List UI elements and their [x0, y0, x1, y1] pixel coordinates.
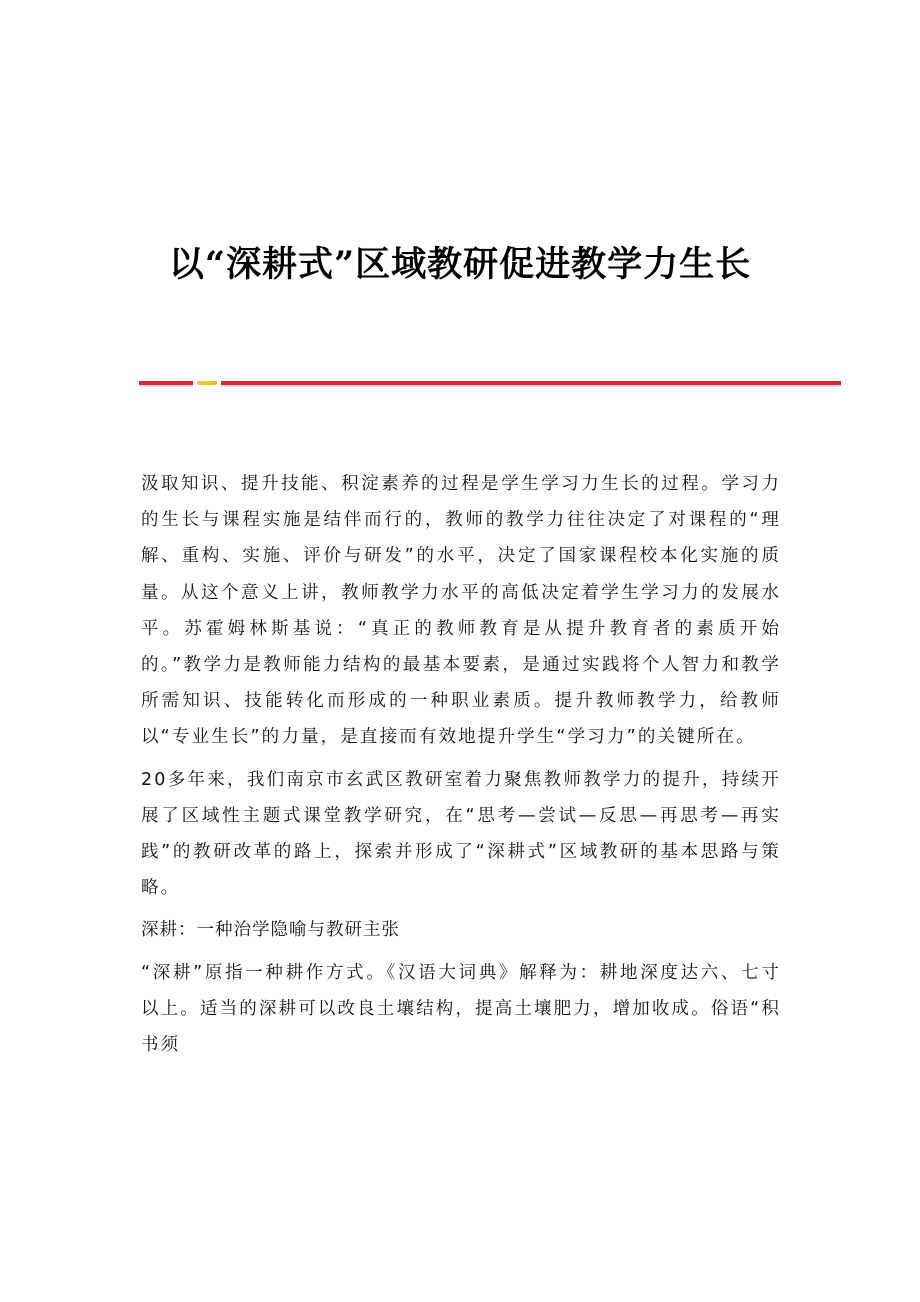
- section-heading: 深耕：一种治学隐喻与教研主张: [141, 920, 400, 941]
- title-divider: [139, 381, 841, 387]
- divider-right-shadow: [221, 385, 841, 387]
- paragraph: “深耕”原指一种耕作方式。《汉语大词典》解释为：耕地深度达六、七寸以上。适当的深耕可以改良土壤结构，提高土壤肥力，增加收成。俗语“积书须: [141, 962, 782, 1056]
- document-title: 以“深耕式”区域教研促进教学力生长: [168, 244, 752, 286]
- paragraph: 20多年来，我们南京市玄武区教研室着力聚焦教师教学力的提升，持续开展了区域性主题式课堂教学研究，在“思考—尝试—反思—再思考—再实践”的教研改革的路上，探索并形成了“深耕式”区域教研的基本思路与策略。: [141, 769, 781, 899]
- divider-ornament-icon: [197, 381, 217, 385]
- paragraph: 汲取知识、提升技能、积淀素养的过程是学生学习力生长的过程。学习力的生长与课程实施是结伴而行的，教师的教学力往往决定了对课程的“理解、重构、实施、评价与研发”的水平，决定了国家课程校本化实施的质量。从这个意义上讲，教师教学力水平的高低决定着学生学习力的发展水平。苏霍姆林斯基说：“真正的教师教育是从提升教育者的素质开始的。”教学力是教师能力结构的最基本要素，是通过实践将个人智力和教学所需知识、技能转化而形成的一种职业素质。提升教师教学力，给教师以“专业生长”的力量，是直接而有效地提升学生“学习力”的关键所在。: [141, 474, 781, 748]
- divider-left-shadow: [139, 385, 193, 387]
- document-body: [141, 466, 781, 1063]
